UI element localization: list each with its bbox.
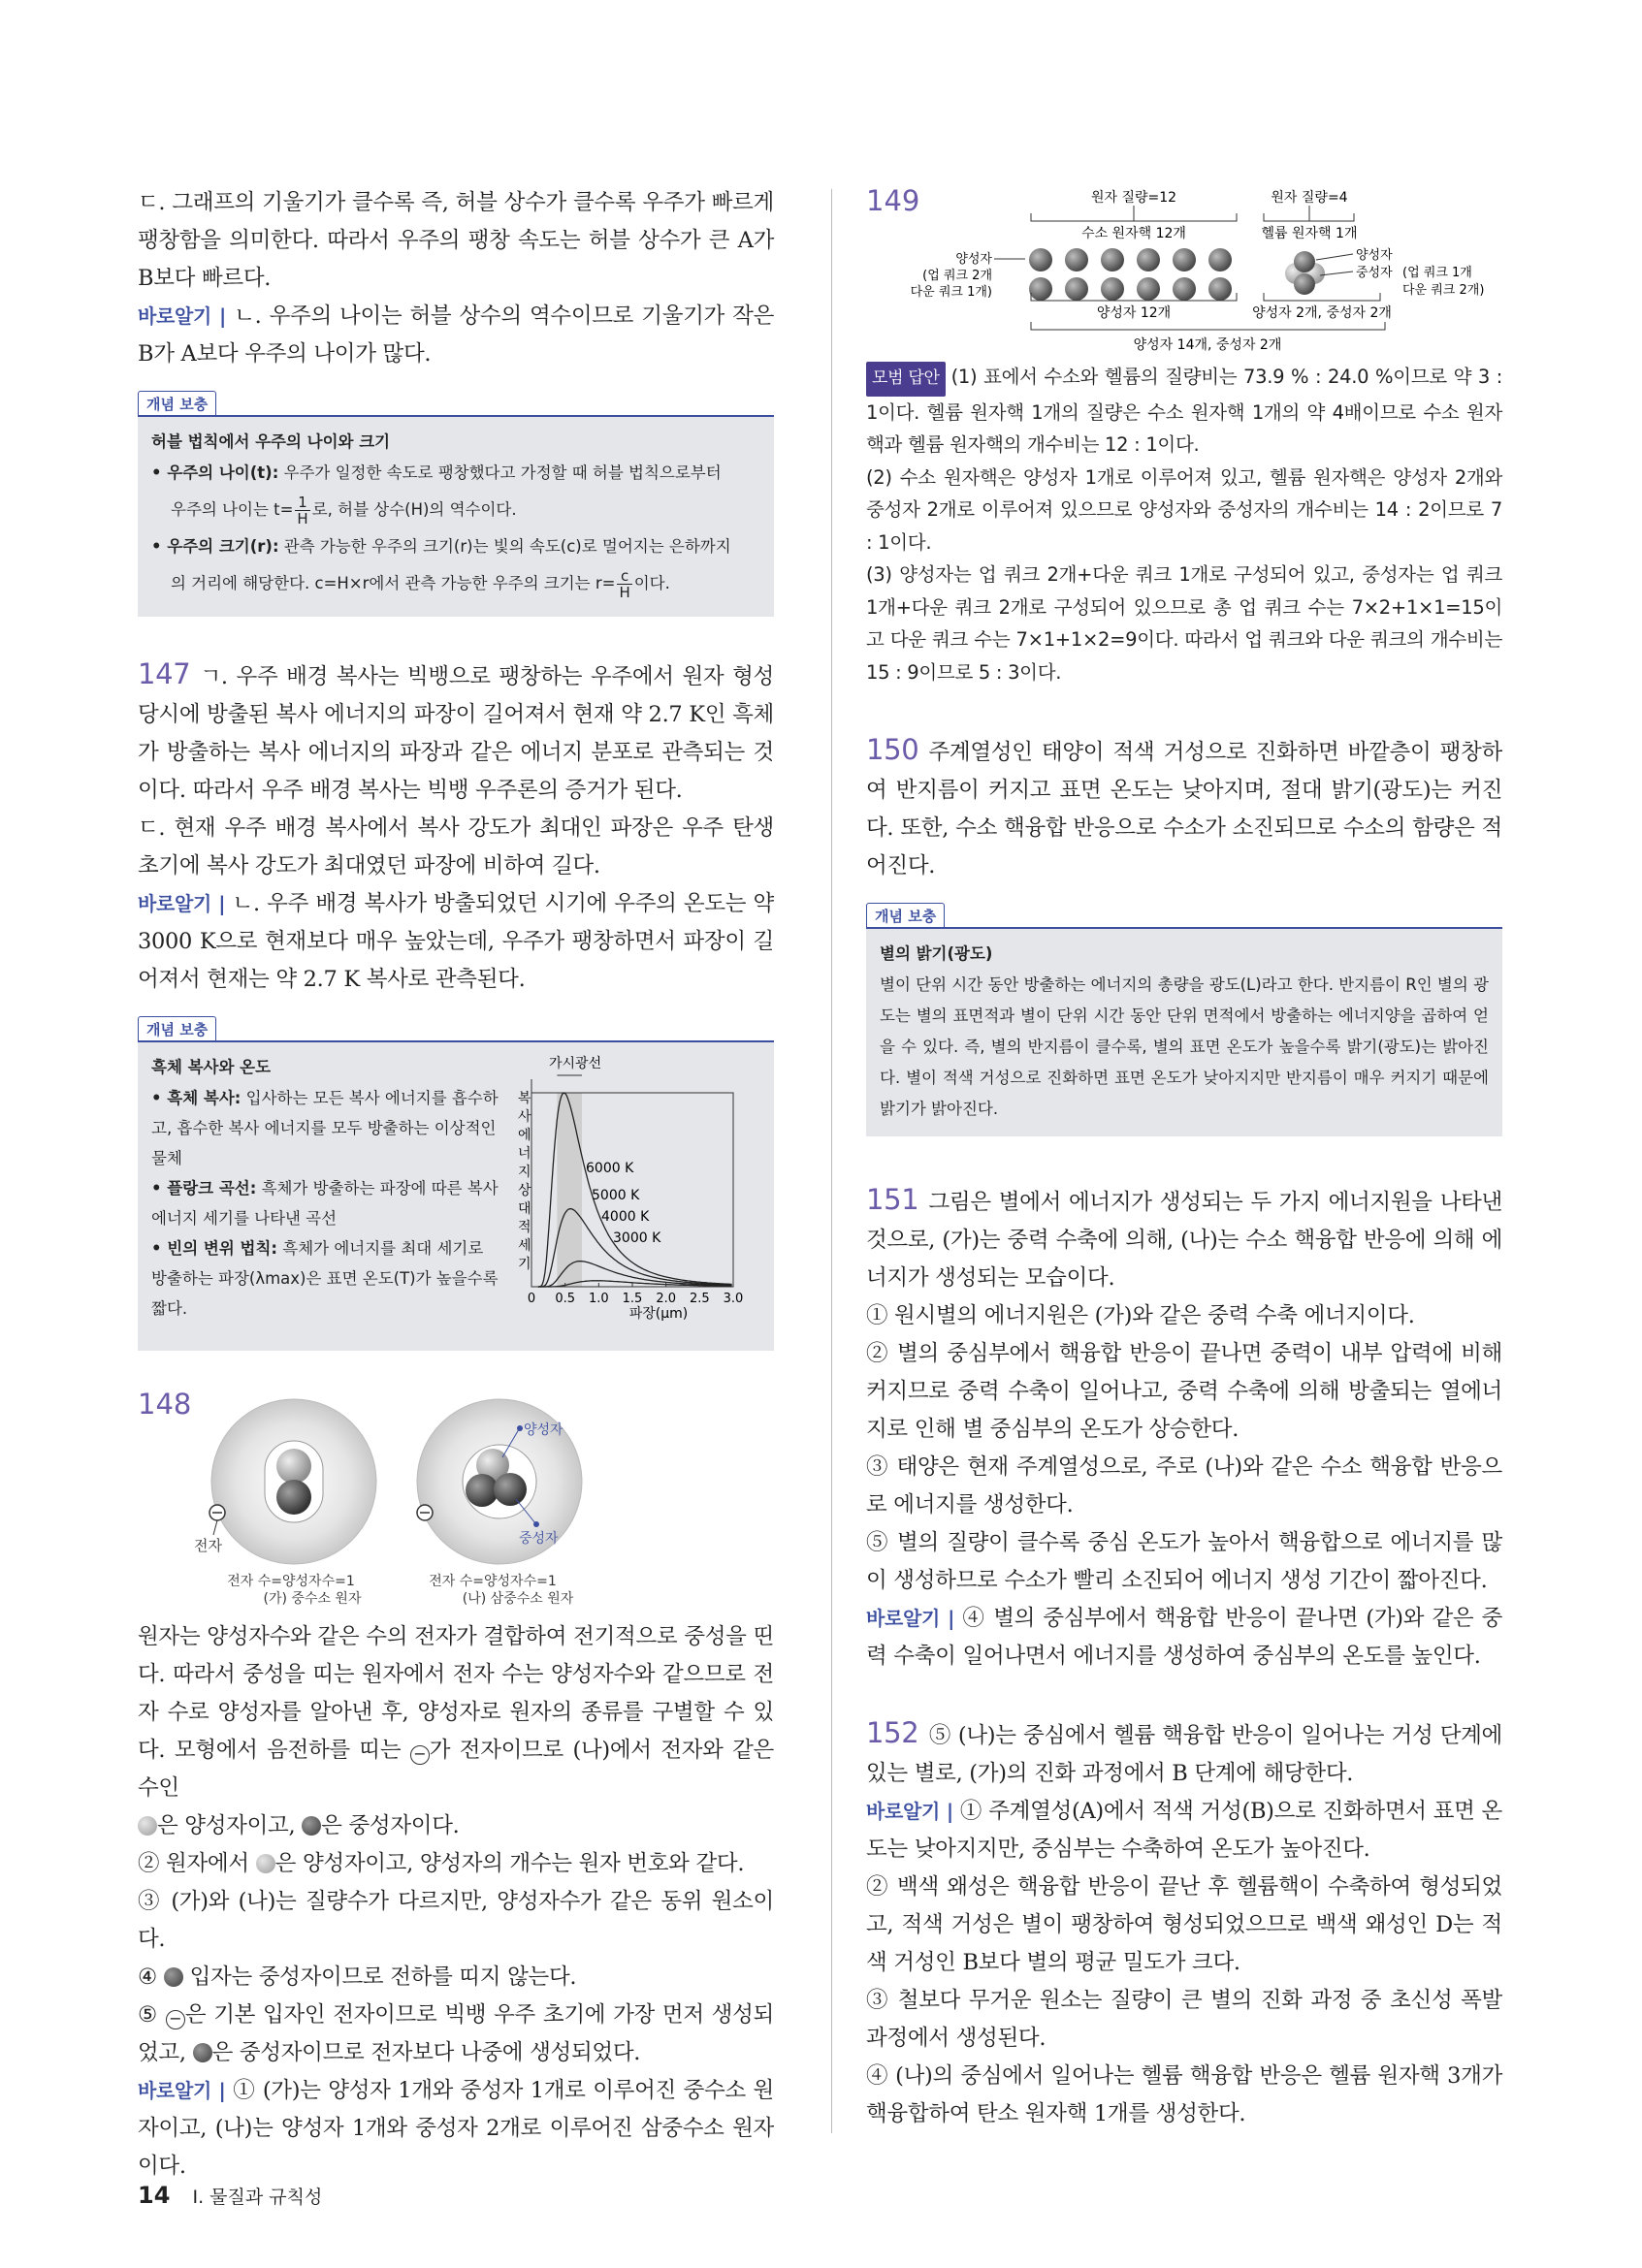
neutron-quark-label: (업 쿼크 1개 xyxy=(1402,266,1472,280)
neutron-icon xyxy=(193,2043,212,2062)
answer-badge: 모범 답안 xyxy=(866,362,946,397)
wrong-label: 바로알기 | xyxy=(138,892,226,915)
he-neutron-label: 중성자 xyxy=(1356,266,1393,280)
q148-text: 은 양성자이고, 양성자의 개수는 원자 번호와 같다. xyxy=(274,1851,745,1876)
concept-bullet xyxy=(151,1173,500,1233)
fraction xyxy=(295,495,309,527)
series-label-5000k: 5000 K xyxy=(592,1188,640,1203)
hydrogen-label: 수소 원자핵 12개 xyxy=(1081,226,1186,241)
mass12-label: 원자 질량=12 xyxy=(1090,190,1177,206)
y-label-char: 지 xyxy=(518,1165,531,1180)
fraction-num: c xyxy=(617,568,631,585)
concept-tag: 개념 보충 xyxy=(138,1016,216,1040)
caption-a2: (가) 중수소 원자 xyxy=(263,1591,362,1607)
series-label-6000k: 6000 K xyxy=(586,1161,634,1176)
tritium-atom xyxy=(417,1399,582,1607)
neutron-icon xyxy=(302,1816,321,1836)
wrong-label: 바로알기 | xyxy=(866,1800,953,1823)
q151-wrong-text: ④ 별의 중심부에서 핵융합 반응이 끝나면 (가)와 같은 중력 수축이 일어나면서 에너지를 생성하여 중심부의 온도를 높인다. xyxy=(866,1606,1503,1669)
q149-a1 xyxy=(866,361,1502,462)
visible-band xyxy=(557,1093,582,1287)
q148-s2 xyxy=(138,1845,774,1883)
y-label-char: 에 xyxy=(518,1128,531,1143)
q147-p2: ㄷ. 현재 우주 배경 복사에서 복사 강도가 최대인 파장은 우주 탄생 초기에 복사 강도가 최대였던 파장에 비하여 길다. xyxy=(138,815,774,878)
caption-b1: 전자 수=양성자수=1 xyxy=(429,1574,557,1589)
q147-p1 xyxy=(138,655,774,810)
q147-text: ㄱ. 우주 배경 복사는 빅뱅으로 팽창하는 우주에서 원자 형성 당시에 방출된 복사 에너지의 파장이 길어져서 현재 약 2.7 K인 흑체가 방출하는 복사 에너지의 파장과 같은 에너지 분포로 관측되는 것이다. 따라서 우주 배경 복사는 빅뱅 우주론의 증거가 된다. xyxy=(138,664,774,803)
concept-label: • 우주의 크기(r): xyxy=(151,537,279,556)
q151-s2: ② 별의 중심부에서 핵융합 반응이 끝나면 중력이 내부 압력에 비해 커지므로 중력 수축이 일어나고, 중력 수축에 의해 방출되는 열에너지로 인해 별 중심부의 온도가 상승한다. xyxy=(866,1341,1502,1442)
hydrogen-nucleus xyxy=(1065,277,1088,301)
hydrogen-nucleus xyxy=(1137,248,1160,272)
series-label-3000k: 3000 K xyxy=(613,1230,661,1246)
question-151 xyxy=(866,1181,1502,1676)
proton-quark-label: 다운 쿼크 1개) xyxy=(910,285,992,300)
x-tick-label: 2.0 xyxy=(656,1292,677,1306)
neutron-icon xyxy=(164,1967,183,1987)
concept-text: 관측 가능한 우주의 크기(r)는 빛의 속도(c)로 멀어지는 은하까지 xyxy=(278,537,731,556)
q149-a2: (2) 수소 원자핵은 양성자 1개로 이루어져 있고, 헬륨 원자핵은 양성자 2개와 중성자 2개로 이루어져 있으므로 양성자와 중성자의 개수비는 14 : 2이므로 7 : 1이다. xyxy=(866,465,1502,554)
question-149-figure xyxy=(866,184,1502,359)
fraction xyxy=(617,568,631,600)
series-label-4000k: 4000 K xyxy=(601,1209,650,1225)
y-label-char: 세 xyxy=(518,1238,531,1254)
x-tick-label: 0 xyxy=(527,1292,536,1306)
x-axis-label: 파장(μm) xyxy=(628,1306,689,1322)
q148-text: ② 원자에서 xyxy=(138,1851,256,1876)
q148-text: 은 중성자이므로 전자보다 나중에 생성되었다. xyxy=(211,2040,641,2065)
concept-bullet xyxy=(151,1083,500,1173)
x-tick-label: 0.5 xyxy=(555,1292,576,1306)
intro-wrong-text: ㄴ. 우주의 나이는 허블 상수의 역수이므로 기울기가 작은 B가 A보다 우주의 나이가 많다. xyxy=(138,303,775,367)
question-147 xyxy=(138,655,774,999)
concept-text: 로, 허블 상수(H)의 역수이다. xyxy=(311,500,517,519)
q148-text: ④ xyxy=(138,1965,164,1990)
y-label-char: 복 xyxy=(518,1091,531,1106)
mass4-label: 원자 질량=4 xyxy=(1271,190,1348,206)
x-tick-label: 1.0 xyxy=(588,1292,609,1306)
q148-text: 입자는 중성자이므로 전하를 띠지 않는다. xyxy=(182,1965,577,1990)
q149-a3: (3) 양성자는 업 쿼크 2개+다운 쿼크 1개로 구성되어 있고, 중성자는 업 쿼크 1개+다운 쿼크 2개로 구성되어 있으므로 총 업 쿼크 수는 7×2+1×1=15이고 다운 쿼크 수는 7×1+1×2=9이다. 따라서 업 쿼크와 다운 쿼크의 개수비는 15 : 9이므로 5 : 3이다. xyxy=(866,563,1502,684)
proton-label: 양성자 xyxy=(955,252,992,267)
neutron xyxy=(276,1480,311,1515)
plot-area xyxy=(528,1075,743,1306)
concept-title: 별의 밝기(광도) xyxy=(880,944,993,963)
q148-s5 xyxy=(138,1996,774,2072)
page-footer xyxy=(138,2182,322,2209)
concept-text: 의 거리에 해당한다. c=H×r에서 관측 가능한 우주의 크기는 r= xyxy=(171,574,616,592)
q152-text: ① 주계열성(A)에서 적색 거성(B)으로 진화하면서 표면 온도는 낮아지지만, 중심부는 수축하여 온도가 높아진다. xyxy=(866,1799,1502,1862)
q152-text: ⑤ (나)는 중심에서 헬륨 핵융합 반응이 일어나는 거성 단계에 있는 별로, (가)의 진화 과정에서 B 단계에 해당한다. xyxy=(866,1723,1502,1786)
q151-s5: ⑤ 별의 질량이 클수록 중심 온도가 높아서 핵융합으로 에너지를 많이 생성하므로 수소가 빨리 소진되어 에너지 생성 기간이 짧아진다. xyxy=(866,1530,1502,1593)
electron-symbol: − xyxy=(410,1745,430,1765)
proton-icon xyxy=(138,1816,157,1836)
right-column xyxy=(866,184,1502,2133)
question-150 xyxy=(866,731,1502,885)
hydrogen-nucleus xyxy=(1173,277,1196,301)
q148-s3: ③ (가)와 (나)는 질량수가 다르지만, 양성자수가 같은 동위 원소이다. xyxy=(138,1889,774,1952)
hydrogen-nucleus xyxy=(1101,248,1124,272)
concept-text: 흑체가 에너지를 최대 세기로 방출하는 파장(λmax)은 표면 온도(T)가 높을수록 짧다. xyxy=(151,1239,499,1318)
q151-s1: ① 원시별의 에너지원은 (가)와 같은 중력 수축 에너지이다. xyxy=(866,1303,1415,1328)
y-label-char: 기 xyxy=(518,1257,531,1272)
y-label-char: 너 xyxy=(518,1146,531,1162)
y-label-char: 적 xyxy=(518,1220,531,1235)
caption-b2: (나) 삼중수소 원자 xyxy=(462,1591,574,1607)
question-148-text xyxy=(138,1618,774,2186)
hydrogen-nucleus xyxy=(1173,248,1196,272)
q152-p1 xyxy=(866,1714,1502,1793)
hydrogen-nucleus xyxy=(1137,277,1160,301)
q147-wrong xyxy=(138,885,774,999)
proton12-label: 양성자 12개 xyxy=(1096,305,1172,321)
fraction-num: 1 xyxy=(295,495,309,511)
q150-p1 xyxy=(866,731,1502,885)
x-tick-label: 1.5 xyxy=(622,1292,643,1306)
q148-text: 원자는 양성자수와 같은 수의 전자가 결합하여 전기적으로 중성을 띤다. 따라서 중성을 띠는 원자에서 전자 수는 양성자수와 같으므로 전자 수로 양성자를 알아낸 후, 양성자로 원자의 종류를 구별할 수 있다. 모형에서 음전하를 띠는 xyxy=(138,1624,774,1763)
neutron xyxy=(466,1474,499,1507)
q148-wrong-text: ① (가)는 양성자 1개와 중성자 1개로 이루어진 중수소 원자이고, (나)는 양성자 1개와 중성자 2개로 이루어진 삼중수소 원자이다. xyxy=(138,2078,774,2179)
nucleus-diagram xyxy=(866,184,1502,359)
concept-box-body xyxy=(138,415,774,617)
concept-text: 입사하는 모든 복사 에너지를 흡수하고, 흡수한 복사 에너지를 모두 방출하는 이상적인 물체 xyxy=(151,1089,499,1167)
q151-s3: ③ 태양은 현재 주계열성으로, 주로 (나)와 같은 수소 핵융합 반응으로 에너지를 생성한다. xyxy=(866,1454,1502,1517)
y-label-char: 사 xyxy=(518,1109,531,1125)
concept-line xyxy=(151,489,760,531)
question-number: 151 xyxy=(866,1183,919,1216)
q148-text: 은 양성자이고, xyxy=(157,1813,303,1838)
q152-w1 xyxy=(866,1793,1502,1869)
wrong-label: 바로알기 | xyxy=(138,2079,226,2102)
concept-label: • 플랑크 곡선: xyxy=(151,1179,257,1198)
proton-icon xyxy=(256,1854,275,1873)
helium-label: 헬륨 원자핵 1개 xyxy=(1261,226,1358,241)
wrong-label: 바로알기 | xyxy=(138,304,227,328)
concept-box-body xyxy=(866,927,1502,1136)
left-column xyxy=(138,184,774,2186)
concept-tag: 개념 보충 xyxy=(138,391,216,415)
proton xyxy=(276,1449,311,1484)
fraction-den: H xyxy=(297,510,308,527)
hydrogen-nucleus xyxy=(1029,248,1052,272)
proton-quark-label: (업 쿼크 2개 xyxy=(922,269,992,283)
question-number: 152 xyxy=(866,1716,919,1749)
hydrogen-nuclei xyxy=(1029,248,1232,301)
hydrogen-nucleus xyxy=(1208,277,1232,301)
concept-label: • 우주의 나이(t): xyxy=(151,463,279,482)
q150-text: 주계열성인 태양이 적색 거성으로 진화하면 바깥층이 팽창하여 반지름이 커지고 표면 온도는 낮아지며, 절대 밝기(광도)는 커진다. 또한, 수소 핵융합 반응으로 수소가 소진되므로 수소의 함량은 적어진다. xyxy=(866,740,1502,878)
caption-a1: 전자 수=양성자수=1 xyxy=(227,1574,355,1589)
concept-line xyxy=(151,562,760,605)
wrong-label: 바로알기 | xyxy=(866,1607,955,1630)
he-pn-label: 양성자 2개, 중성자 2개 xyxy=(1252,305,1392,321)
concept-line xyxy=(151,531,760,562)
x-tick-label: 3.0 xyxy=(723,1292,744,1306)
fraction-den: H xyxy=(619,584,630,601)
q149-text: (1) 표에서 수소와 헬륨의 질량비는 73.9 % : 24.0 %이므로 약 3 : 1이다. 헬륨 원자핵 1개의 질량은 수소 원자핵 1개의 약 4배이므로 수소 원자핵과 헬륨 원자핵의 개수비는 12 : 1이다. xyxy=(866,366,1502,456)
q148-text: 은 중성자이다. xyxy=(321,1813,460,1838)
neutron-label: 중성자 xyxy=(519,1531,559,1547)
question-152 xyxy=(866,1714,1502,2133)
x-tick-label: 2.5 xyxy=(689,1292,710,1306)
question-number: 148 xyxy=(138,1388,192,1421)
q148-text: 은 기본 입자인 전자이므로 빅뱅 우주 초기에 가장 먼저 생성되었고, xyxy=(138,2002,774,2065)
hydrogen-nucleus xyxy=(1101,277,1124,301)
hydrogen-nucleus xyxy=(1208,248,1232,272)
q148-p1 xyxy=(138,1618,774,1845)
intro-paragraph: ㄷ. 그래프의 기울기가 클수록 즉, 허블 상수가 클수록 우주가 빠르게 팽창함을 의미한다. 따라서 우주의 팽창 속도는 허블 상수가 큰 A가 B보다 빠르다. xyxy=(138,190,774,291)
concept-box-body xyxy=(138,1040,774,1351)
question-149-answer xyxy=(866,361,1502,688)
q152-w3: ③ 철보다 무거운 원소는 질량이 큰 별의 진화 과정 중 초신성 폭발 과정에서 생성된다. xyxy=(866,1988,1502,2051)
hydrogen-nucleus xyxy=(1029,277,1052,301)
question-number: 149 xyxy=(866,184,920,217)
electron-symbol: − xyxy=(166,2010,185,2029)
y-label-char: 대 xyxy=(518,1201,531,1217)
concept-text: 별이 단위 시간 동안 방출하는 에너지의 총량을 광도(L)라고 한다. 반지름이 R인 별의 광도는 별의 표면적과 별이 단위 시간 동안 단위 면적에서 방출하는 에너지양을 곱하여 얻을 수 있다. 즉, 별의 반지름이 클수록, 별의 표면 온도가 높을수록 밝기(광도)는 밝아진다. 별이 적색 거성으로 진화하면 표면 온도가 낮아지지만 반지름이 매우 커지기 때문에 밝기가 밝아진다. xyxy=(880,975,1489,1118)
concept-text: 우주의 나이는 t= xyxy=(171,500,294,519)
concept-text: 흑체가 방출하는 파장에 따른 복사 에너지 세기를 나타낸 곡선 xyxy=(151,1179,499,1228)
page-number: 14 xyxy=(138,2182,171,2209)
concept-title: 흑체 복사와 온도 xyxy=(151,1058,272,1076)
y-label-char: 상 xyxy=(518,1183,531,1198)
q151-wrong xyxy=(866,1600,1502,1676)
q151-p1 xyxy=(866,1181,1502,1297)
column-divider xyxy=(831,189,832,2133)
helium-nucleus xyxy=(1285,251,1325,295)
concept-bullets xyxy=(151,1083,500,1324)
question-148-figure xyxy=(138,1388,774,1611)
concept-label: • 흑체 복사: xyxy=(151,1089,241,1107)
deuterium-atom xyxy=(194,1399,376,1607)
question-number: 150 xyxy=(866,733,919,766)
neutron-quark-label: 다운 쿼크 2개) xyxy=(1402,283,1485,298)
q147-wrong-text: ㄴ. 우주 배경 복사가 방출되었던 시기에 우주의 온도는 약 3000 K으로 현재보다 매우 높았는데, 우주가 팽창하면서 파장이 길어져서 현재는 약 2.7 K 복사로 관측된다. xyxy=(138,891,774,992)
q152-w4: ④ (나)의 중심에서 일어나는 헬륨 핵융합 반응은 헬륨 원자핵 3개가 핵융합하여 탄소 원자핵 1개를 생성한다. xyxy=(866,2063,1502,2126)
concept-text: 이다. xyxy=(633,574,670,592)
atom-diagram xyxy=(138,1388,774,1611)
concept-box-blackbody xyxy=(138,1005,774,1351)
q152-w2: ② 백색 왜성은 핵융합 반응이 끝난 후 헬륨핵이 수축하여 형성되었고, 적색 거성은 별이 팽창하여 형성되었으므로 백색 왜성인 D는 적색 거성인 B보다 별의 평균 밀도가 크다. xyxy=(866,1874,1502,1975)
band-label: 가시광선 xyxy=(549,1056,602,1071)
proton-label: 양성자 xyxy=(524,1422,563,1438)
concept-tag: 개념 보충 xyxy=(866,903,945,927)
q151-text: 그림은 별에서 에너지가 생성되는 두 가지 에너지원을 나타낸 것으로, (가)는 중력 수축에 의해, (나)는 수소 핵융합 반응에 의해 에너지가 생성되는 모습이다. xyxy=(866,1190,1502,1291)
concept-title: 허블 법칙에서 우주의 나이와 크기 xyxy=(151,432,391,451)
blackbody-chart xyxy=(508,1044,751,1326)
concept-line xyxy=(151,458,760,489)
concept-box-luminosity xyxy=(866,891,1502,1136)
neutron xyxy=(494,1473,527,1506)
y-axis-label xyxy=(518,1091,531,1272)
concept-text: 우주가 일정한 속도로 팽창했다고 가정할 때 허블 법칙으로부터 xyxy=(278,463,722,482)
q148-wrong xyxy=(138,2072,774,2186)
intro-wrong-paragraph xyxy=(138,298,774,373)
total-label: 양성자 14개, 중성자 2개 xyxy=(1133,337,1282,353)
concept-box-hubble xyxy=(138,379,774,617)
electron-label: 전자 xyxy=(194,1537,222,1554)
q148-text: 가 전자이므로 (나)에서 전자와 같은 수인 xyxy=(138,1738,774,1801)
q148-text: ⑤ xyxy=(138,2002,166,2028)
concept-label: • 빈의 변위 법칙: xyxy=(151,1239,278,1258)
hydrogen-nucleus xyxy=(1065,248,1088,272)
concept-bullet xyxy=(151,1233,500,1324)
question-number: 147 xyxy=(138,657,191,690)
he-proton-label: 양성자 xyxy=(1356,248,1393,263)
q148-s4 xyxy=(138,1959,774,1996)
chapter-title: I. 물질과 규칙성 xyxy=(192,2187,323,2208)
